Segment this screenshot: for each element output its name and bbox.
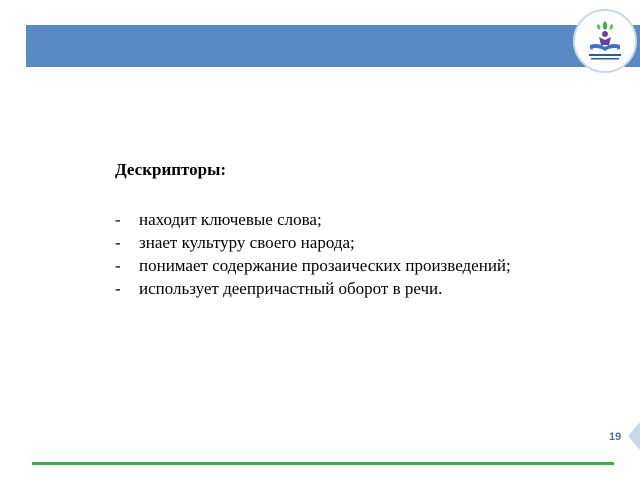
list-item — [115, 208, 625, 231]
descriptor-text: находит ключевые слова; — [139, 210, 322, 229]
page-number: 19 — [609, 431, 622, 443]
descriptors-list — [115, 208, 625, 300]
descriptor-text: знает культуру своего народа; — [139, 233, 355, 252]
bullet-dash: - — [115, 256, 121, 275]
header-bar — [26, 25, 640, 67]
descriptor-text: использует деепричастный оборот в речи. — [139, 279, 443, 298]
list-item — [115, 277, 625, 300]
bullet-dash: - — [115, 233, 121, 252]
descriptors-block — [115, 158, 625, 300]
list-item — [115, 231, 625, 254]
bullet-dash: - — [115, 210, 121, 229]
bullet-dash: - — [115, 279, 121, 298]
descriptor-text: понимает содержание прозаических произведений; — [139, 256, 511, 275]
school-emblem-icon — [573, 9, 637, 73]
triangle-marker-icon — [628, 422, 640, 450]
list-item — [115, 254, 625, 277]
descriptors-title: Дескрипторы: — [115, 160, 227, 179]
footer-divider — [32, 462, 614, 465]
